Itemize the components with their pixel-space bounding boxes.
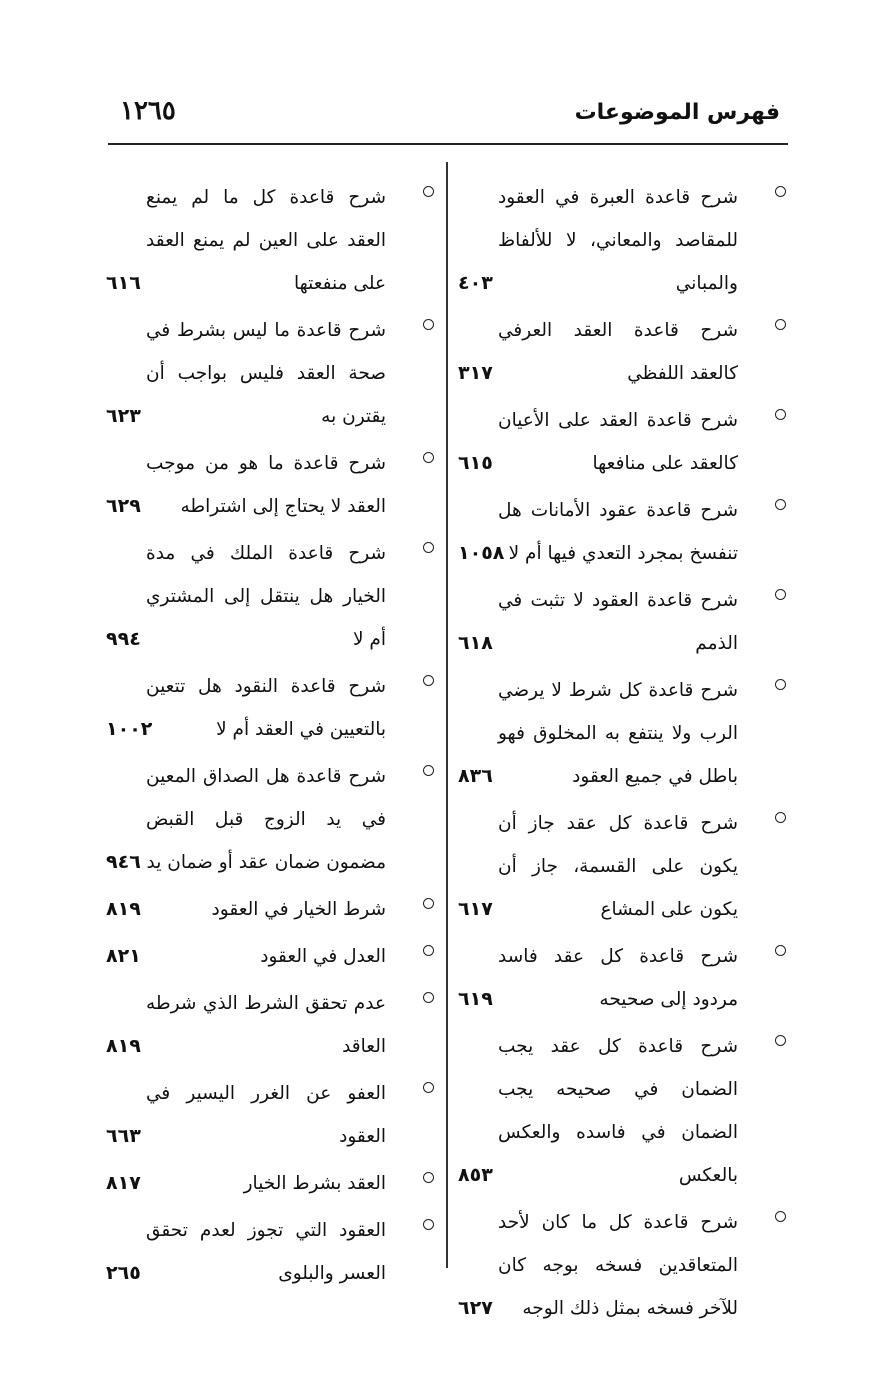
entry-page-number: ٦١٦ (106, 272, 141, 294)
bullet-circle-icon (775, 319, 786, 330)
header-rule (108, 143, 788, 145)
bullet-circle-icon (423, 992, 434, 1003)
bullet-circle-icon (775, 812, 786, 823)
bullet-circle-icon (775, 409, 786, 420)
index-entry (104, 755, 432, 884)
index-entry (456, 669, 784, 798)
index-entry (104, 309, 432, 438)
index-entry (456, 399, 784, 485)
index-entry (456, 1201, 784, 1330)
bullet-circle-icon (423, 765, 434, 776)
index-entry (456, 802, 784, 931)
index-entry (104, 176, 432, 305)
index-entry (456, 309, 784, 395)
entry-title: شرح قاعدة كل ما لم يمنع العقد على العين لم يمنع العقد على منفعتها (146, 187, 386, 294)
entry-title: عدم تحقق الشرط الذي شرطه العاقد (146, 993, 386, 1057)
entry-title: شرح قاعدة كل ما كان لأحد المتعاقدين فسخه بوجه كان للآخر فسخه بمثل ذلك الوجه (498, 1212, 738, 1319)
page-header (108, 96, 788, 138)
entry-page-number: ٦٢٩ (106, 495, 141, 517)
entry-page-number: ٨٣٦ (458, 765, 493, 787)
entry-title: شرح قاعدة العقد على الأعيان كالعقد على منافعها (498, 410, 738, 474)
index-entry (456, 489, 784, 575)
entry-page-number: ٣١٧ (458, 362, 493, 384)
entry-page-number: ٩٤٦ (106, 851, 141, 873)
entry-title: شرط الخيار في العقود (211, 899, 386, 920)
entry-page-number: ٨٢١ (106, 945, 141, 967)
bullet-circle-icon (423, 542, 434, 553)
index-entry (456, 935, 784, 1021)
entry-page-number: ٨١٩ (106, 1035, 141, 1057)
bullet-circle-icon (423, 452, 434, 463)
entry-page-number: ١٠٠٢ (106, 718, 153, 740)
index-entry (104, 442, 432, 528)
entry-page-number: ٤٠٣ (458, 272, 493, 294)
bullet-circle-icon (423, 1219, 434, 1230)
entry-title: شرح قاعدة هل الصداق المعين في يد الزوج قبل القبض مضمون ضمان عقد أو ضمان يد (146, 766, 386, 873)
index-entry (104, 1072, 432, 1158)
entry-page-number: ٦٦٣ (106, 1125, 141, 1147)
bullet-circle-icon (775, 499, 786, 510)
entry-page-number: ٦١٧ (458, 898, 493, 920)
entry-title: شرح قاعدة النقود هل تتعين بالتعيين في العقد أم لا (146, 676, 386, 740)
entry-page-number: ٦٢٣ (106, 405, 141, 427)
entry-page-number: ٦١٨ (458, 632, 493, 654)
bullet-circle-icon (775, 945, 786, 956)
entry-page-number: ٨١٩ (106, 898, 141, 920)
entry-title: شرح قاعدة كل عقد جاز أن يكون على القسمة، جاز أن يكون على المشاع (498, 813, 738, 920)
entry-title: شرح قاعدة العبرة في العقود للمقاصد والمعاني، لا للألفاظ والمباني (498, 187, 738, 294)
index-entry (456, 579, 784, 665)
entry-page-number: ٦١٩ (458, 988, 493, 1010)
entry-page-number: ٦١٥ (458, 452, 493, 474)
bullet-circle-icon (423, 945, 434, 956)
bullet-circle-icon (423, 1172, 434, 1183)
entry-title: شرح قاعدة العقد العرفي كالعقد اللفظي (498, 320, 738, 384)
bullet-circle-icon (775, 186, 786, 197)
index-entry (456, 1025, 784, 1197)
index-entry (104, 532, 432, 661)
entry-title: شرح قاعدة عقود الأمانات هل تنفسخ بمجرد التعدي فيها أم لا (498, 500, 738, 564)
entry-title: شرح قاعدة العقود لا تثبت في الذمم (498, 590, 738, 654)
entry-title: شرح قاعدة الملك في مدة الخيار هل ينتقل إلى المشتري أم لا (146, 543, 386, 650)
entry-page-number: ٩٩٤ (106, 628, 141, 650)
entry-title: شرح قاعدة ما ليس بشرط في صحة العقد فليس بواجب أن يقترن به (146, 320, 386, 427)
bullet-circle-icon (423, 186, 434, 197)
bullet-circle-icon (423, 898, 434, 909)
left-column (104, 176, 432, 1299)
bullet-circle-icon (423, 319, 434, 330)
page-number: ١٢٦٥ (120, 96, 176, 126)
index-entry (104, 1209, 432, 1295)
bullet-circle-icon (423, 675, 434, 686)
entry-title: شرح قاعدة كل شرط لا يرضي الرب ولا ينتفع به المخلوق فهو باطل في جميع العقود (498, 680, 738, 787)
entry-page-number: ٢٦٥ (106, 1262, 141, 1284)
index-entry (456, 176, 784, 305)
running-title: فهرس الموضوعات (574, 100, 780, 125)
bullet-circle-icon (775, 679, 786, 690)
bullet-circle-icon (775, 589, 786, 600)
entry-title: شرح قاعدة ما هو من موجب العقد لا يحتاج إلى اشتراطه (146, 453, 386, 517)
bullet-circle-icon (775, 1211, 786, 1222)
bullet-circle-icon (775, 1035, 786, 1046)
entry-title: شرح قاعدة كل عقد فاسد مردود إلى صحيحه (498, 946, 738, 1010)
index-entry (104, 665, 432, 751)
index-entry (104, 1162, 432, 1205)
entry-title: العقد بشرط الخيار (243, 1173, 386, 1194)
index-entry (104, 888, 432, 931)
bullet-circle-icon (423, 1082, 434, 1093)
entry-page-number: ١٠٥٨ (458, 542, 505, 564)
right-column (456, 176, 784, 1334)
entry-title: العقود التي تجوز لعدم تحقق العسر والبلوى (146, 1220, 386, 1284)
entry-page-number: ٨٥٣ (458, 1164, 493, 1186)
index-entry (104, 982, 432, 1068)
entry-title: العدل في العقود (260, 946, 386, 967)
entry-page-number: ٦٢٧ (458, 1297, 493, 1319)
index-entry (104, 935, 432, 978)
entry-title: العفو عن الغرر اليسير في العقود (146, 1083, 386, 1147)
column-divider (446, 162, 448, 1268)
entry-page-number: ٨١٧ (106, 1172, 141, 1194)
entry-title: شرح قاعدة كل عقد يجب الضمان في صحيحه يجب الضمان في فاسده والعكس بالعكس (498, 1036, 738, 1186)
